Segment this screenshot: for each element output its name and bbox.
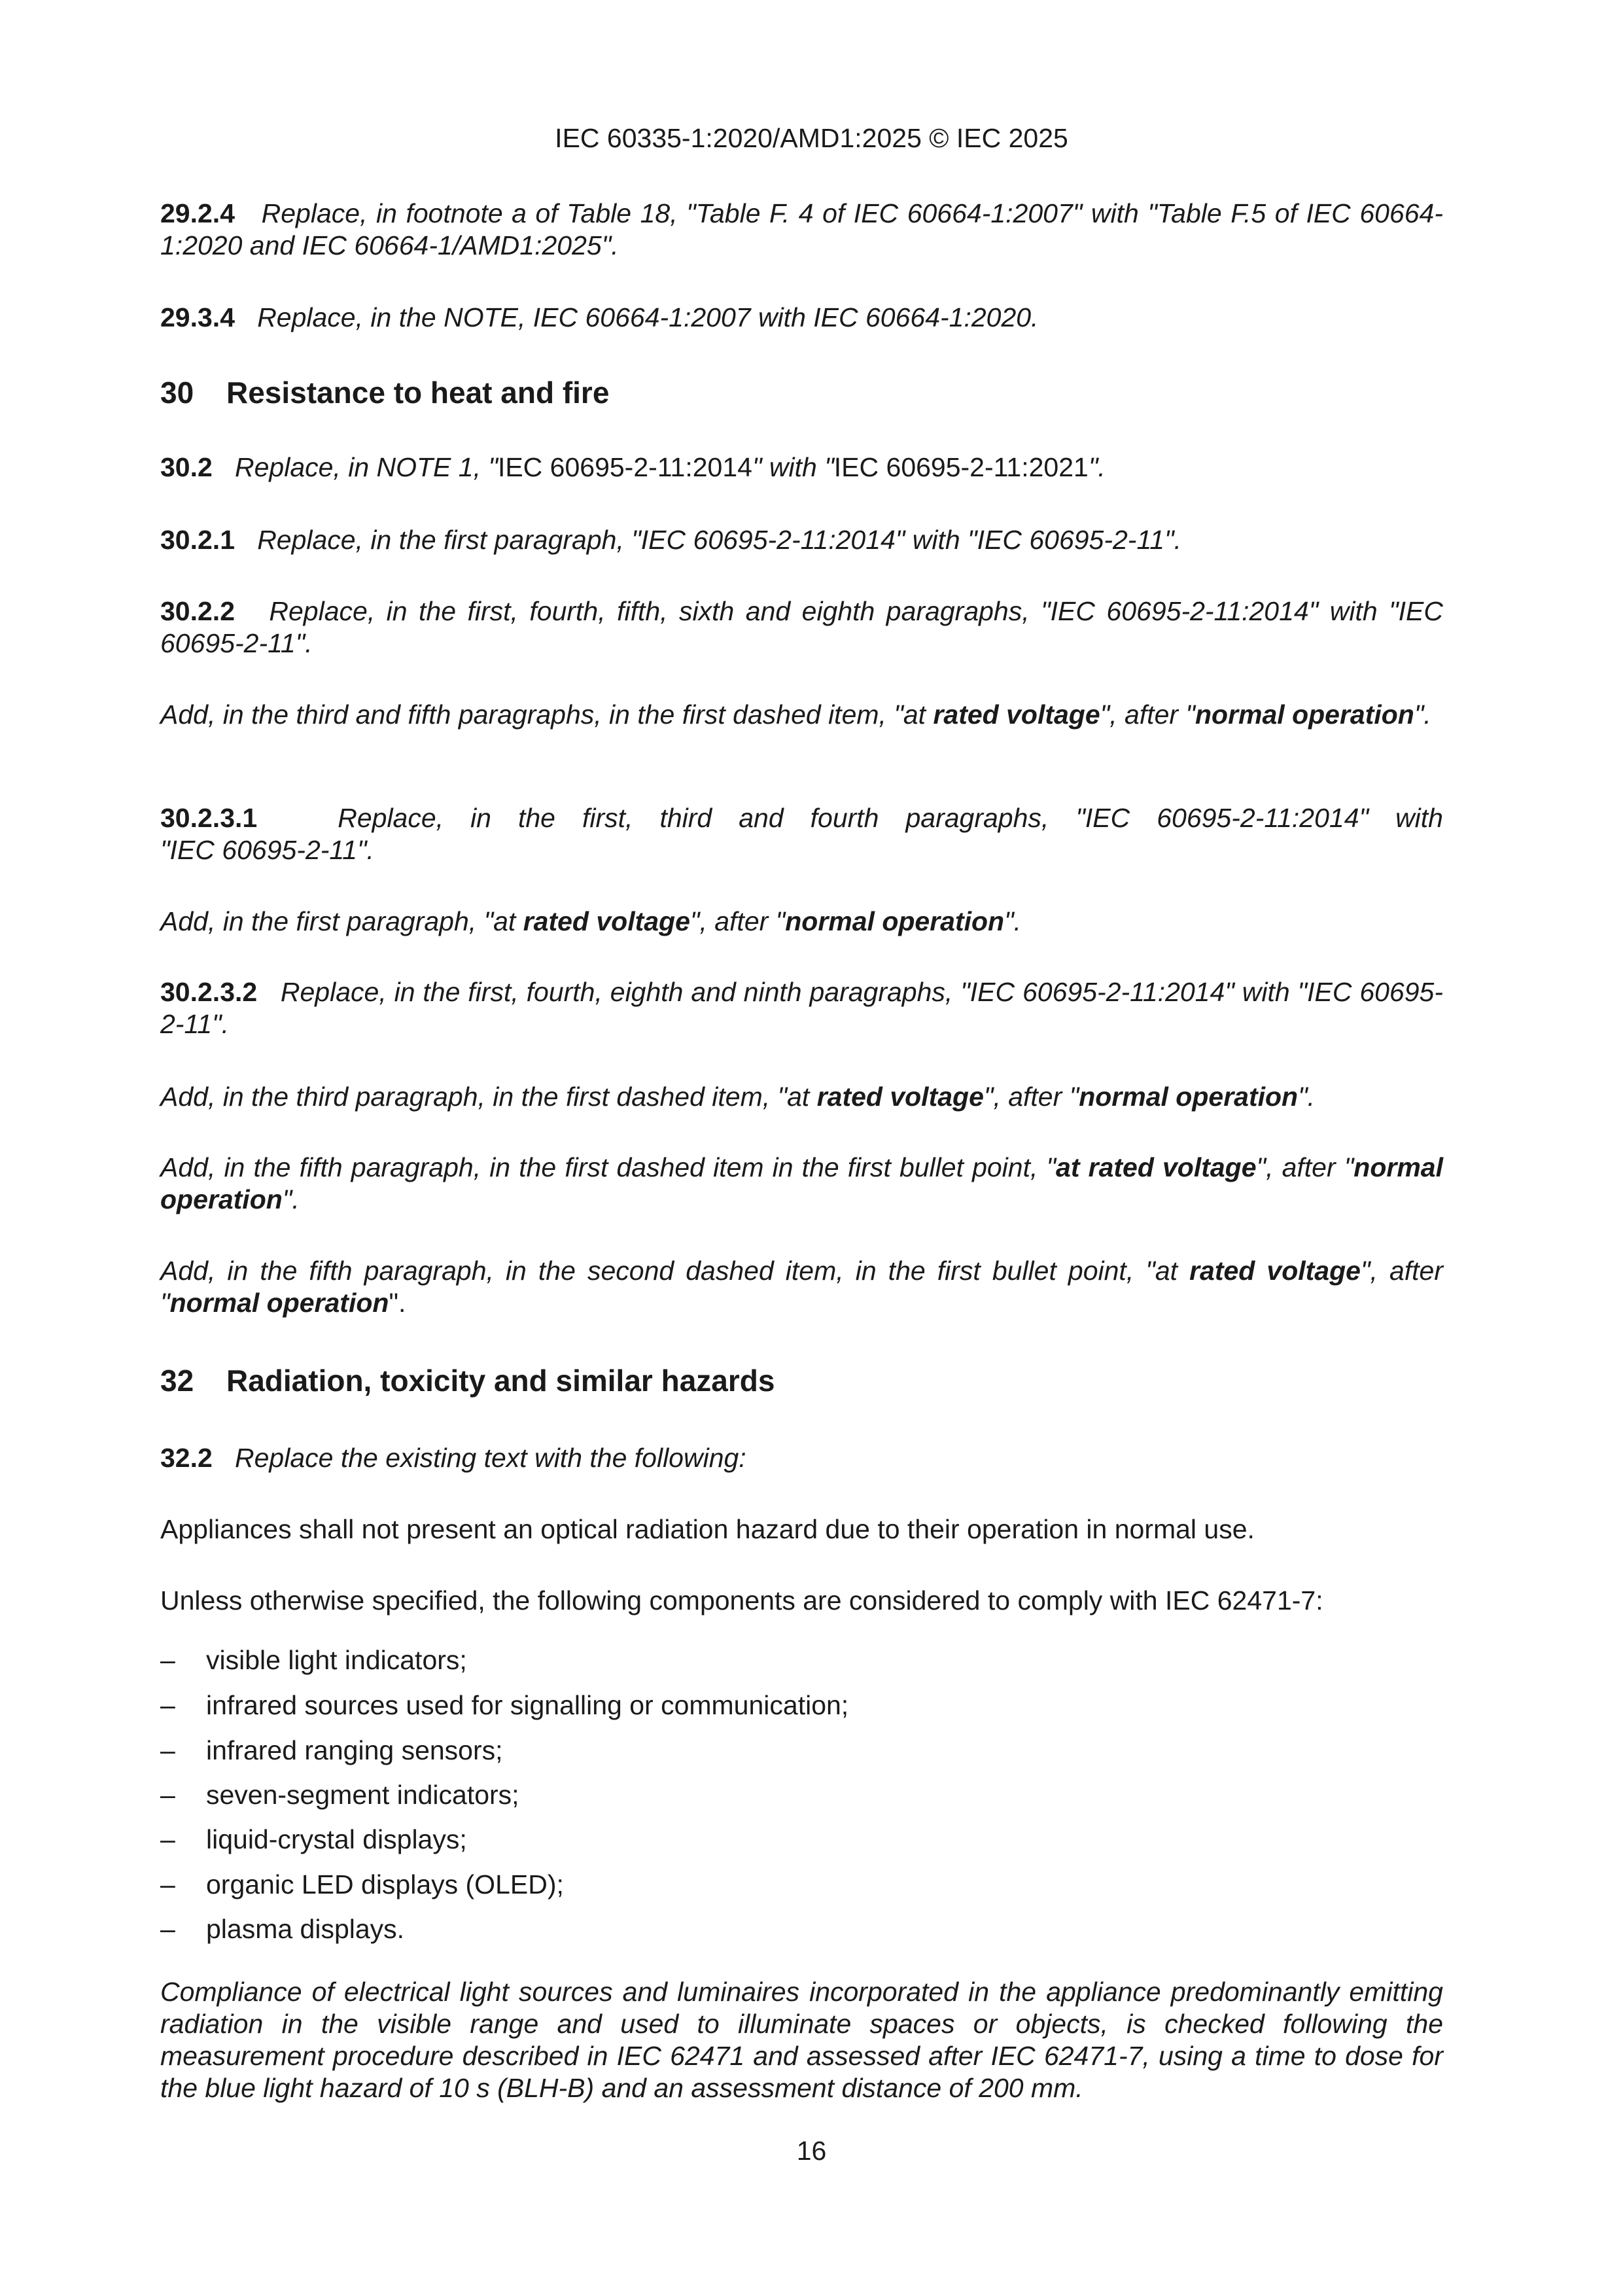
section-title: Radiation, toxicity and similar hazards [226, 1364, 775, 1398]
clause-text-line-2: "IEC 60695-2-11". [160, 835, 374, 865]
clause-number: 30.2.1 [160, 525, 235, 555]
clause-number: 30.2 [160, 452, 213, 482]
section-heading-30 [160, 374, 609, 411]
clause-text: Replace, in the first paragraph, "IEC 60695-2-11:2014" with "IEC 60695-2-11". [257, 525, 1181, 555]
page-number: 16 [796, 2136, 827, 2166]
clause-30-2-2 [160, 595, 1443, 660]
clause-29-2-4 [160, 198, 1443, 262]
clause-30-2-1 [160, 524, 1443, 556]
list-item: – seven-segment indicators; [160, 1780, 519, 1810]
clause-text: Replace, in the NOTE, IEC 60664-1:2007 with IEC 60664-1:2020. [257, 302, 1039, 332]
clause-number: 29.2.4 [160, 198, 235, 228]
paragraph-optical-hazard: Appliances shall not present an optical radiation hazard due to their operation in normal use. [160, 1514, 1255, 1544]
clause-number: 30.2.3.1 [160, 803, 258, 833]
clause-30-2-3-1 [160, 802, 1443, 866]
list-item: – infrared ranging sensors; [160, 1735, 503, 1765]
clause-number: 32.2 [160, 1443, 213, 1473]
compliance-statement: Compliance of electrical light sources and luminaires incorporated in the appliance predominantly emitting radiation in the visible range and used to illuminate spaces or objects, is checked following the measurement procedure described in IEC 62471 and assessed after IEC 62471-7, using a time to dose for the blue light hazard of 10 s (BLH-B) and an assessment distance of 200 mm. [160, 1977, 1443, 2103]
clause-text: Replace, in footnote a of Table 18, "Table F. 4 of IEC 60664-1:2007" with "Table F.5 of IEC 60664-1:2020 and IEC 60664-1/AMD1:2025". [160, 198, 1443, 260]
clause-number: 30.2.3.2 [160, 977, 258, 1007]
clause-text: Replace, in the first, fourth, fifth, sixth and eighth paragraphs, "IEC 60695-2-11:2014" with "IEC 60695-2-11". [160, 596, 1444, 658]
page-header: IEC 60335-1:2020/AMD1:2025 © IEC 2025 [555, 123, 1068, 153]
list-item: – infrared sources used for signalling or communication; [160, 1690, 849, 1720]
clause-number: 30.2.2 [160, 596, 235, 626]
clause-30-2-3-2 [160, 976, 1443, 1040]
amendment-add-rated-voltage-2: Add, in the first paragraph, "at rated voltage", after "normal operation". [160, 906, 1022, 936]
section-number: 32 [160, 1364, 194, 1398]
amendment-add-rated-voltage-5: Add, in the fifth paragraph, in the second dashed item, in the first bullet point, "at rated voltage", after "normal operation". [160, 1256, 1443, 1318]
section-number: 30 [160, 376, 194, 410]
section-title: Resistance to heat and fire [226, 376, 610, 410]
clause-30-2: 30.2 Replace, in NOTE 1, "IEC 60695-2-11:2014" with "IEC 60695-2-11:2021". [160, 452, 1106, 482]
clause-text-line-1: Replace, in the first, third and fourth paragraphs, "IEC 60695-2-11:2014" with [338, 803, 1443, 833]
clause-29-3-4 [160, 302, 1443, 334]
clause-text: Replace the existing text with the following: [235, 1443, 746, 1473]
list-item: – visible light indicators; [160, 1645, 467, 1675]
amendment-add-rated-voltage-3: Add, in the third paragraph, in the first dashed item, "at rated voltage", after "normal operation". [160, 1082, 1316, 1112]
paragraph-components-intro: Unless otherwise specified, the following components are considered to comply with IEC 62471-7: [160, 1585, 1323, 1616]
clause-32-2 [160, 1442, 1443, 1474]
list-item: – liquid-crystal displays; [160, 1824, 467, 1854]
clause-number: 29.3.4 [160, 302, 235, 332]
list-item: – organic LED displays (OLED); [160, 1869, 564, 1899]
amendment-add-rated-voltage-4: Add, in the fifth paragraph, in the first dashed item in the first bullet point, "at rated voltage", after "normal operation". [160, 1152, 1443, 1214]
list-item: – plasma displays. [160, 1914, 405, 1944]
clause-text: Replace, in the first, fourth, eighth and ninth paragraphs, "IEC 60695-2-11:2014" with "IEC 60695-2-11". [160, 977, 1443, 1039]
amendment-add-rated-voltage-1: Add, in the third and fifth paragraphs, in the first dashed item, "at rated voltage", after "normal operation". [160, 699, 1431, 730]
section-heading-32 [160, 1362, 775, 1399]
